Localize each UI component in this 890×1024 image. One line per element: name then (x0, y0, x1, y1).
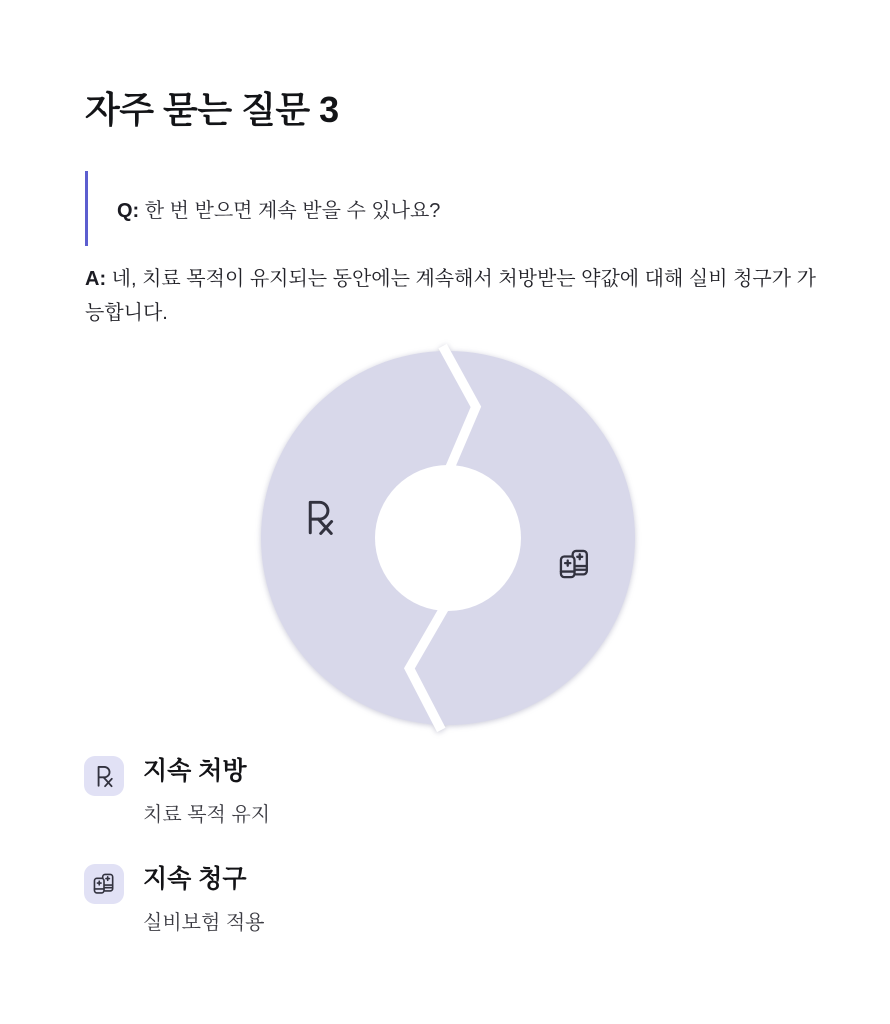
legend-item-prescription (84, 756, 270, 828)
legend-subtitle: 실비보험 적용 (143, 912, 265, 934)
legend-text-prescription (143, 756, 270, 828)
legend-subtitle: 치료 목적 유지 (143, 804, 271, 826)
question-line (117, 194, 440, 223)
claim-cards-icon (556, 546, 593, 583)
legend-badge-prescription (84, 756, 124, 796)
answer-text: 네, 치료 목적이 유지되는 동안에는 계속해서 처방받는 약값에 대해 실비 청구가 가능합니다. (85, 268, 816, 324)
legend-text-claim (143, 864, 264, 936)
cycle-donut (248, 338, 648, 738)
legend-title: 지속 처방 (143, 757, 247, 785)
question-text: 한 번 받으면 계속 받을 수 있나요? (144, 200, 441, 222)
question-quote-block (85, 171, 705, 246)
rx-prescription-icon (298, 496, 340, 538)
answer-prefix: A: (85, 268, 107, 290)
claim-cards-icon (91, 871, 117, 897)
cycle-diagram (248, 338, 648, 738)
answer-paragraph (85, 262, 821, 330)
rx-prescription-icon (91, 763, 117, 789)
question-prefix: Q: (117, 200, 140, 222)
page-title: 자주 묻는 질문 3 (85, 89, 339, 130)
legend-title: 지속 청구 (143, 865, 247, 893)
donut-hole (375, 465, 521, 611)
legend-badge-claim (84, 864, 124, 904)
legend-item-claim (84, 864, 264, 936)
